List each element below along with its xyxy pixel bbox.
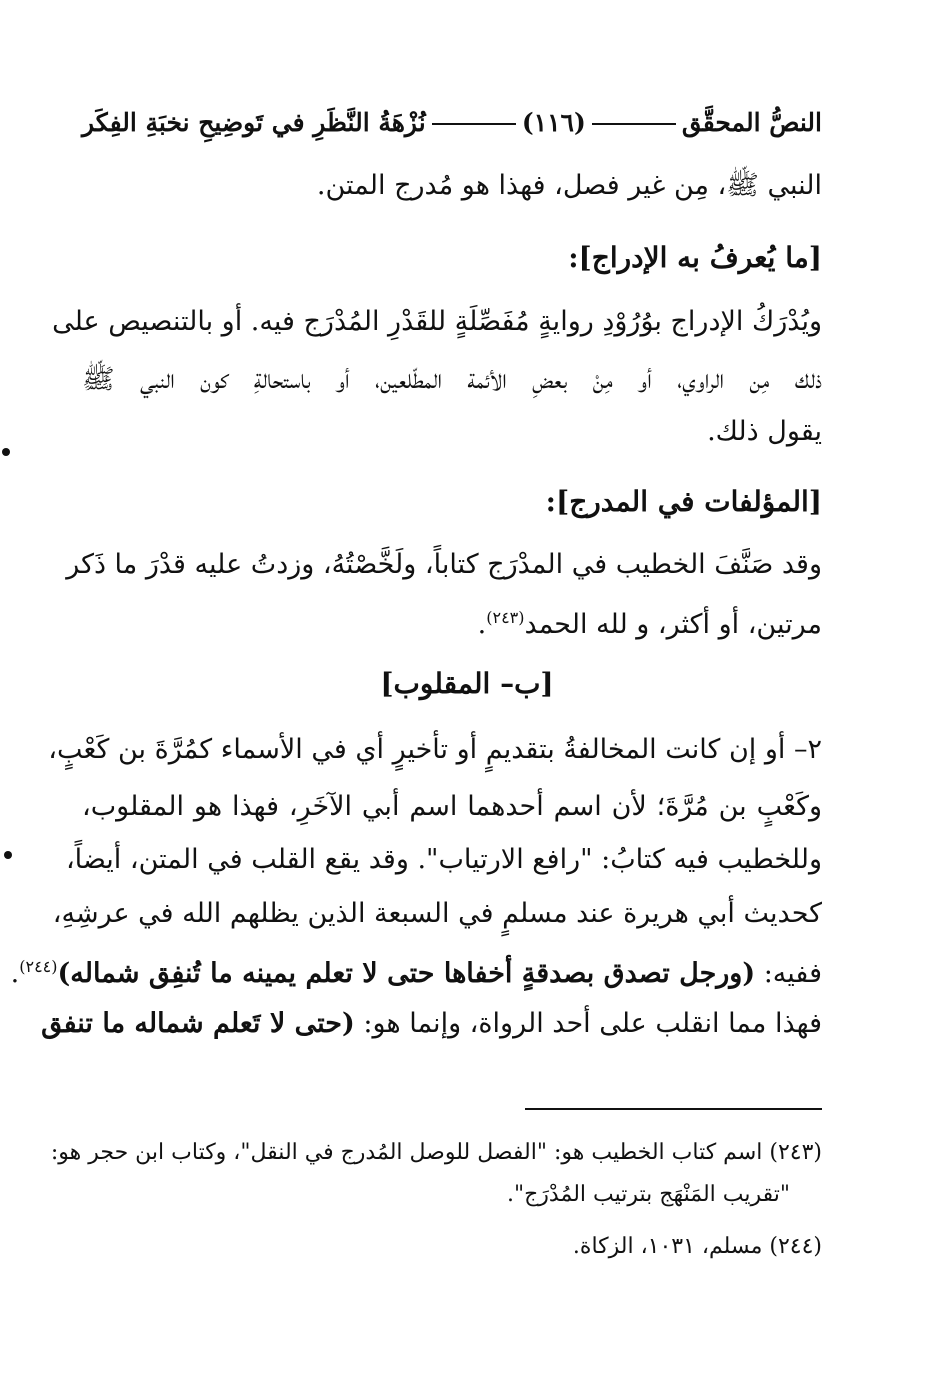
body-line: ويُدْرَكُ الإدراج بوُرُوْدِ روايةٍ مُفَصِّلَةٍ للقَدْرِ المُدْرَج فيه. أو بالتنصيص على bbox=[52, 306, 822, 337]
scan-mark bbox=[2, 448, 10, 456]
body-line: النبي ﷺ، مِن غير فصل، فهذا هو مُدرج المتن. bbox=[316, 170, 822, 201]
footnote-ref-244: (٢٤٤) bbox=[19, 957, 58, 976]
footnote-243: (٢٤٣) اسم كتاب الخطيب هو: "الفصل للوصل المُدرج في النقل"، وكتاب ابن حجر هو: bbox=[50, 1140, 822, 1165]
hadith-quote: (ورجل تصدق بصدقةٍ أخفاها حتى لا تعلم يمينه ما تُنفِق شماله) bbox=[57, 958, 756, 989]
body-line: وكَعْبٍ بن مُرَّةَ؛ لأن اسم أحدهما اسم أبي الآخَرِ، فهذا هو المقلوب، bbox=[82, 791, 822, 822]
body-line: وللخطيب فيه كتابُ: "رافع الارتياب". وقد يقع القلب في المتن، أيضاً، bbox=[65, 844, 822, 875]
scan-mark bbox=[4, 851, 12, 859]
body-line bbox=[41, 1004, 822, 1044]
punctuation: . bbox=[10, 958, 20, 989]
footnote-ref-243: (٢٤٣) bbox=[486, 608, 525, 627]
header-right-title: النصُّ المحقَّق bbox=[681, 107, 822, 137]
section-heading: [المؤلفات في المدرج]: bbox=[545, 485, 822, 518]
section-heading: [ما يُعرفُ به الإدراج]: bbox=[568, 241, 822, 274]
footnote-243-continued: "تقريب المَنْهَج بترتيب المُدْرَج". bbox=[506, 1182, 790, 1207]
running-header bbox=[82, 102, 822, 142]
footnote-244: (٢٤٤) مسلم، ١٠٣١، الزكاة. bbox=[572, 1234, 822, 1259]
body-line: كحديث أبي هريرة عند مسلمٍ في السبعة الذين يظلهم الله في عرشِهِ، bbox=[52, 898, 822, 929]
page-number: (١١٦) bbox=[521, 107, 586, 137]
body-text: فهذا مما انقلب على أحد الرواة، وإنما هو: bbox=[354, 1008, 822, 1039]
body-line: يقول ذلك. bbox=[707, 416, 822, 447]
header-rule-right bbox=[592, 123, 676, 125]
body-text: ففيه: bbox=[755, 958, 822, 989]
body-line bbox=[478, 598, 822, 645]
hadith-quote: (حتى لا تَعلم شماله ما تنفق bbox=[41, 1008, 355, 1039]
body-line: وقد صَنَّفَ الخطيب في المدْرَج كتاباً، ولَخَّصْتُهُ، وزدتُ عليه قدْرَ ما ذَكر bbox=[66, 549, 822, 580]
footnote-separator bbox=[525, 1108, 822, 1110]
header-left-title: نُزْهَةُ النَّظَرِ في تَوضِيحِ نخبَةِ الفِكَر bbox=[82, 107, 426, 137]
body-line: ذلك مِن الراوي، أو مِنْ بعضِ الأئمة المطّلعين، أو باستحالةِ كون النبي ﷺ bbox=[82, 364, 822, 395]
section-heading-centered: [ب– المقلوب] bbox=[380, 667, 554, 700]
punctuation: . bbox=[477, 609, 487, 640]
body-text: مرتين، أو أكثر، و لله الحمد bbox=[524, 609, 822, 640]
body-line bbox=[11, 947, 822, 994]
body-line: ٢– أو إن كانت المخالفةُ بتقديمٍ أو تأخيرٍ أي في الأسماء كمُرَّةَ بن كَعْبٍ، bbox=[48, 734, 822, 765]
header-rule-left bbox=[432, 123, 516, 125]
